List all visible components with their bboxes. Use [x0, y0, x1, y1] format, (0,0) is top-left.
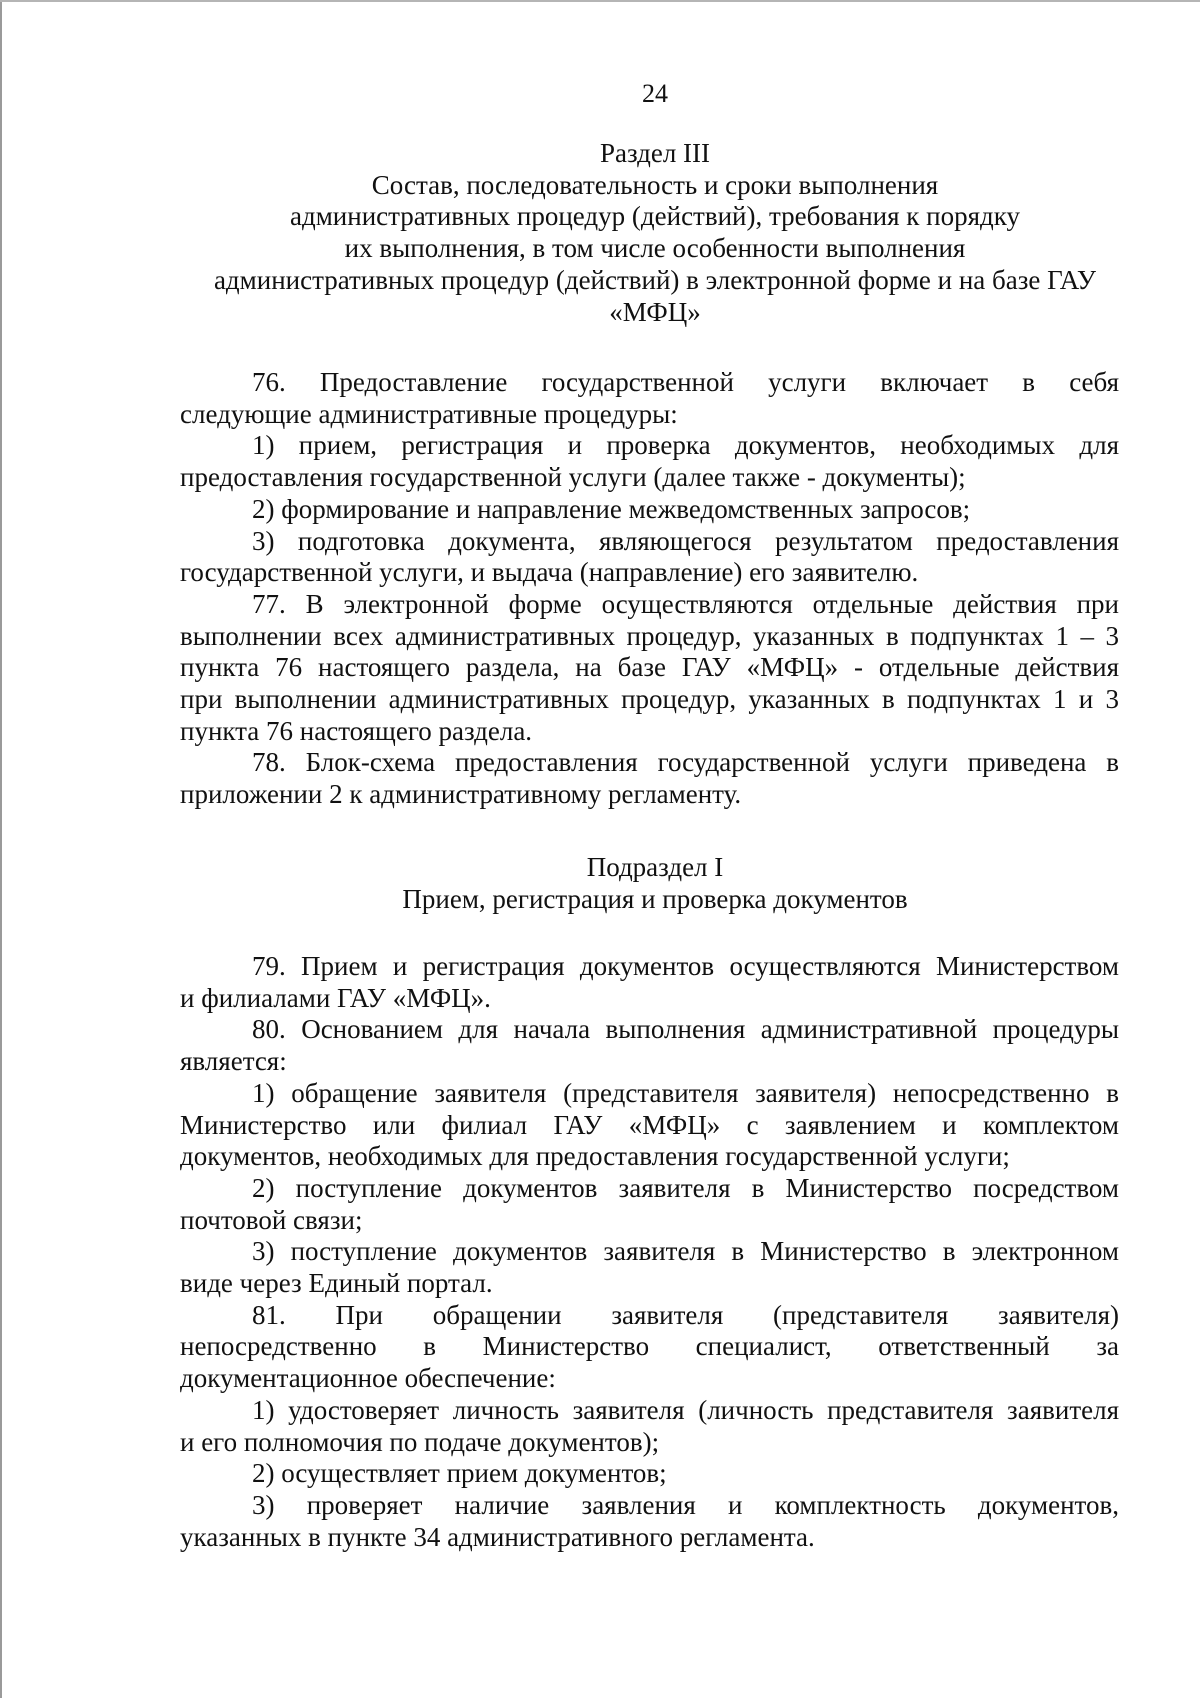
subsection-subtitle: Прием, регистрация и проверка документов	[402, 883, 908, 914]
section-title: Раздел III	[599, 138, 711, 168]
paragraph-line: 78. Блок-схема предоставления государственной услуги приведена в	[252, 747, 1119, 778]
paragraph-line: 1) обращение заявителя (представителя заявителя) непосредственно в	[252, 1077, 1119, 1108]
paragraph	[180, 951, 1119, 1014]
subsection-title: Подраздел I	[586, 852, 724, 882]
paragraph-line: приложении 2 к административному регламенту.	[180, 779, 742, 810]
paragraph-line: пункта 76 настоящего раздела, на базе ГАУ «МФЦ» - отдельные действия	[180, 652, 1119, 683]
subsection-heading	[180, 852, 1130, 915]
paragraph-line: выполнении всех административных процедур, указанных в подпунктах 1 – 3	[180, 620, 1119, 651]
paragraph-line: следующие административные процедуры:	[180, 398, 678, 429]
section-subtitle-line: их выполнения, в том числе особенности выполнения	[344, 233, 966, 264]
paragraph	[180, 494, 1119, 526]
paragraph	[180, 1014, 1119, 1077]
paragraph	[180, 1458, 1119, 1490]
scan-edge-left	[0, 0, 2, 1698]
paragraph-line: 1) удостоверяет личность заявителя (личность представителя заявителя	[252, 1394, 1119, 1425]
section-subtitle-line: административных процедур (действий) в электронной форме и на базе ГАУ	[213, 264, 1097, 295]
paragraph-line: почтовой связи;	[180, 1204, 363, 1235]
paragraph-line: 2) формирование и направление межведомственных запросов;	[252, 493, 971, 524]
paragraph-line: 80. Основанием для начала выполнения административной процедуры	[252, 1014, 1119, 1045]
paragraph	[180, 1078, 1119, 1173]
section-body	[180, 367, 1119, 811]
paragraph-line: указанных в пункте 34 административного регламента.	[180, 1521, 815, 1552]
paragraph	[180, 526, 1119, 589]
paragraph-line: 79. Прием и регистрация документов осуществляются Министерством	[252, 951, 1119, 981]
paragraph-line: документов, необходимых для предоставления государственной услуги;	[180, 1141, 1010, 1172]
paragraph-line: 76. Предоставление государственной услуги включает в себя	[252, 367, 1119, 397]
paragraph-line: 2) осуществляет прием документов;	[252, 1458, 667, 1489]
paragraph	[180, 1236, 1119, 1299]
paragraph	[180, 430, 1119, 493]
paragraph-line: 1) прием, регистрация и проверка документов, необходимых для	[252, 430, 1119, 461]
paragraph-line: 3) подготовка документа, являющегося результатом предоставления	[252, 525, 1119, 556]
section-subtitle-line: «МФЦ»	[609, 296, 701, 327]
paragraph	[180, 1300, 1119, 1395]
section-subtitle-line: административных процедур (действий), требования к порядку	[290, 201, 1020, 232]
paragraph-line: 77. В электронной форме осуществляются отдельные действия при	[252, 588, 1119, 619]
paragraph-line: 3) проверяет наличие заявления и комплектность документов,	[252, 1489, 1119, 1520]
paragraph	[180, 367, 1119, 430]
paragraph-line: Министерство или филиал ГАУ «МФЦ» с заявлением и комплектом	[180, 1109, 1119, 1140]
paragraph-line: непосредственно в Министерство специалист, ответственный за	[180, 1331, 1119, 1362]
paragraph-line: 2) поступление документов заявителя в Министерство посредством	[252, 1172, 1119, 1203]
paragraph-line: 3) поступление документов заявителя в Министерство в электронном	[252, 1236, 1119, 1267]
section-subtitle-line: Состав, последовательность и сроки выполнения	[371, 169, 939, 200]
paragraph-line: и его полномочия по подаче документов);	[180, 1426, 660, 1457]
paragraph	[180, 1173, 1119, 1236]
page-number: 24	[642, 79, 668, 108]
paragraph-line: предоставления государственной услуги (далее также - документы);	[180, 462, 966, 493]
paragraph-line: является:	[180, 1046, 287, 1077]
paragraph-line: и филиалами ГАУ «МФЦ».	[180, 982, 491, 1013]
paragraph	[180, 1490, 1119, 1553]
paragraph	[180, 589, 1119, 748]
paragraph	[180, 747, 1119, 810]
scan-edge-top	[0, 0, 1200, 2]
paragraph-line: виде через Единый портал.	[180, 1268, 493, 1299]
paragraph-line: 81. При обращении заявителя (представителя заявителя)	[252, 1299, 1119, 1330]
paragraph-line: государственной услуги, и выдача (направление) его заявителю.	[180, 557, 919, 588]
paragraph-line: при выполнении административных процедур, указанных в подпунктах 1 и 3	[180, 684, 1119, 715]
section-heading	[180, 138, 1130, 328]
subsection-body	[180, 951, 1119, 1553]
paragraph-line: пункта 76 настоящего раздела.	[180, 715, 533, 746]
paragraph	[180, 1395, 1119, 1458]
paragraph-line: документационное обеспечение:	[180, 1363, 556, 1394]
